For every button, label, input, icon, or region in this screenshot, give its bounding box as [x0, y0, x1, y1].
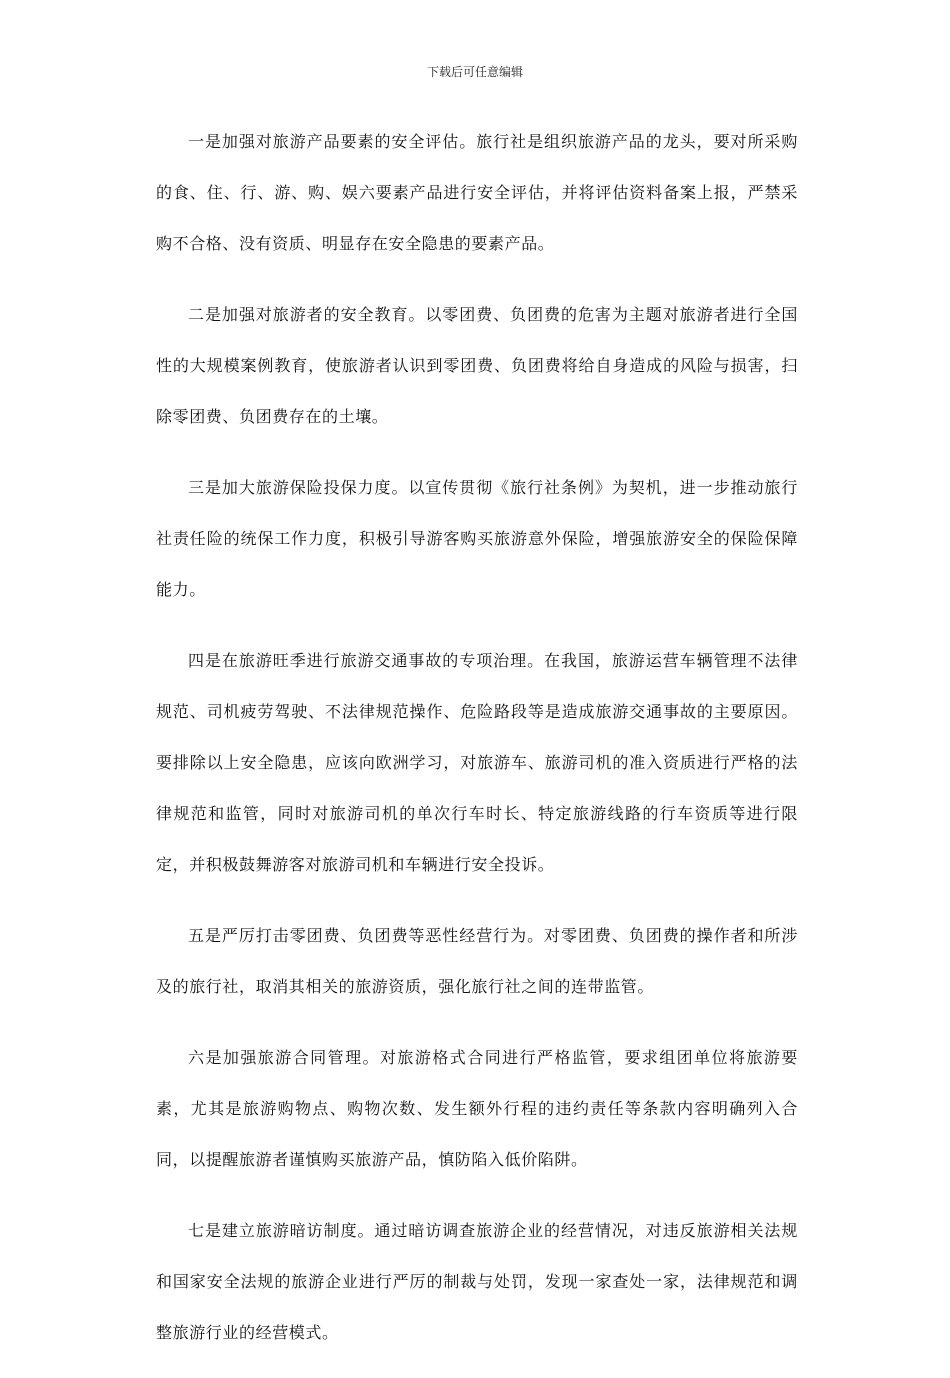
paragraph-3: 三是加大旅游保险投保力度。以宣传贯彻《旅行社条例》为契机，进一步推动旅行社责任险的统保工作力度，积极引导游客购买旅游意外保险，增强旅游安全的保险保障能力。 [156, 478, 798, 599]
document-body [156, 116, 798, 1378]
paragraph-2: 二是加强对旅游者的安全教育。以零团费、负团费的危害为主题对旅游者进行全国性的大规模案例教育，使旅游者认识到零团费、负团费将给自身造成的风险与损害，扫除零团费、负团费存在的土壤。 [156, 305, 798, 426]
paragraph-1: 一是加强对旅游产品要素的安全评估。旅行社是组织旅游产品的龙头，要对所采购的食、住、行、游、购、娱六要素产品进行安全评估，并将评估资料备案上报，严禁采购不合格、没有资质、明显存在安全隐患的要素产品。 [156, 132, 798, 253]
paragraph-5: 五是严厉打击零团费、负团费等恶性经营行为。对零团费、负团费的操作者和所涉及的旅行社，取消其相关的旅游资质，强化旅行社之间的连带监管。 [156, 926, 798, 996]
paragraph-7: 七是建立旅游暗访制度。通过暗访调查旅游企业的经营情况，对违反旅游相关法规和国家安全法规的旅游企业进行严厉的制裁与处罚，发现一家查处一家，法律规范和调整旅游行业的经营模式。 [156, 1221, 798, 1342]
paragraph-4: 四是在旅游旺季进行旅游交通事故的专项治理。在我国，旅游运营车辆管理不法律规范、司机疲劳驾驶、不法律规范操作、危险路段等是造成旅游交通事故的主要原因。要排除以上安全隐患，应该向欧洲学习，对旅游车、旅游司机的准入资质进行严格的法律规范和监管，同时对旅游司机的单次行车时长、特定旅游线路的行车资质等进行限定，并积极鼓舞游客对旅游司机和车辆进行安全投诉。 [156, 651, 798, 874]
page-header: 下载后可任意编辑 [426, 65, 523, 79]
paragraph-6: 六是加强旅游合同管理。对旅游格式合同进行严格监管，要求组团单位将旅游要素，尤其是旅游购物点、购物次数、发生额外行程的违约责任等条款内容明确列入合同，以提醒旅游者谨慎购买旅游产品，慎防陷入低价陷阱。 [156, 1048, 798, 1169]
